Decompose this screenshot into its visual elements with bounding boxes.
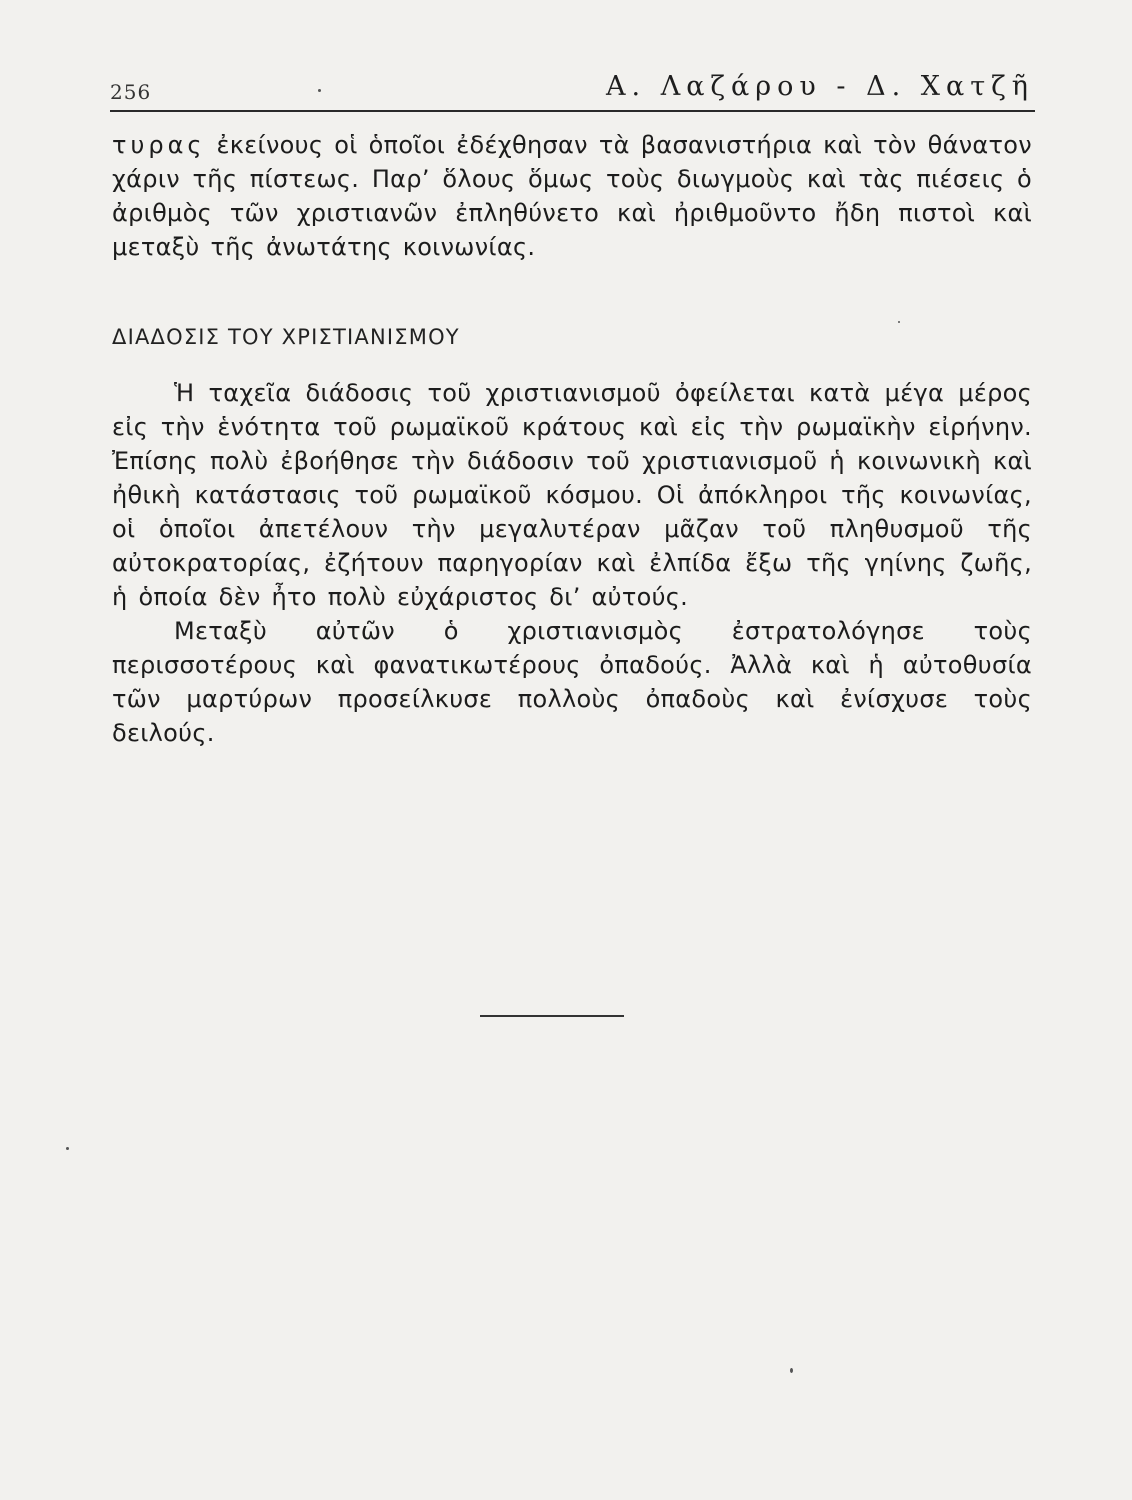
running-head: Α. Λαζάρου - Δ. Χατζῆ <box>606 71 1034 102</box>
paragraph: Μεταξὺ αὐτῶν ὁ χριστιανισμὸς ἐστρατολόγησε τοὺς περισσοτέρους καὶ φανατικωτέρους ὀπαδούς. Ἀλλὰ καὶ ἡ αὐτοθυσία τῶν μαρτύρων προσείλκυσε πολλοὺς ὀπαδοὺς καὶ ἐνίσχυσε τοὺς δειλούς. <box>112 617 1032 747</box>
print-speck <box>898 321 900 323</box>
end-separator-rule <box>480 1015 624 1017</box>
first-word: τυρας <box>112 131 206 159</box>
continued-paragraph <box>112 128 1032 264</box>
section-heading: ΔΙΑΔΟΣΙΣ ΤΟΥ ΧΡΙΣΤΙΑΝΙΣΜΟΥ <box>112 325 460 349</box>
print-speck <box>790 1368 793 1373</box>
paragraph: Ἡ ταχεῖα διάδοσις τοῦ χριστιανισμοῦ ὀφείλεται κατὰ μέγα μέρος εἰς τὴν ἑνότητα τοῦ ρωμαϊκοῦ κράτους καὶ εἰς τὴν ρωμαϊκὴν εἰρήνην. Ἐπίσης πολὺ ἐβοήθησε τὴν διάδοσιν τοῦ χριστιανισμοῦ ἡ κοινωνικὴ καὶ ἠθικὴ κατάστασις τοῦ ρωμαϊκοῦ κόσμου. Οἱ ἀπόκληροι τῆς κοινωνίας, οἱ ὁποῖοι ἀπετέλουν τὴν μεγαλυτέραν μᾶζαν τοῦ πληθυσμοῦ τῆς αὐτοκρατορίας, ἐζήτουν παρηγορίαν καὶ ἐλπίδα ἔξω τῆς γηίνης ζωῆς, ἡ ὁποία δὲν ἦτο πολὺ εὐχάριστος δι’ αὐτούς. <box>112 379 1032 611</box>
paragraph-rest: ἐκείνους οἱ ὁποῖοι ἐδέχθησαν τὰ βασανιστήρια καὶ τὸν θάνατον χάριν τῆς πίστεως. Παρ’ ὅλους ὅμως τοὺς διωγμοὺς καὶ τὰς πιέσεις ὁ ἀριθμὸς τῶν χριστιανῶν ἐπληθύνετο καὶ ἠριθμοῦντο ἤδη πιστοὶ καὶ μεταξὺ τῆς ἀνωτάτης κοινωνίας. <box>112 131 1032 261</box>
print-speck <box>66 1147 69 1150</box>
paragraph-text <box>112 128 1032 264</box>
section-body <box>112 376 1032 750</box>
header-rule <box>110 110 1035 112</box>
page-number: 256 <box>110 80 152 104</box>
print-speck <box>318 89 321 92</box>
